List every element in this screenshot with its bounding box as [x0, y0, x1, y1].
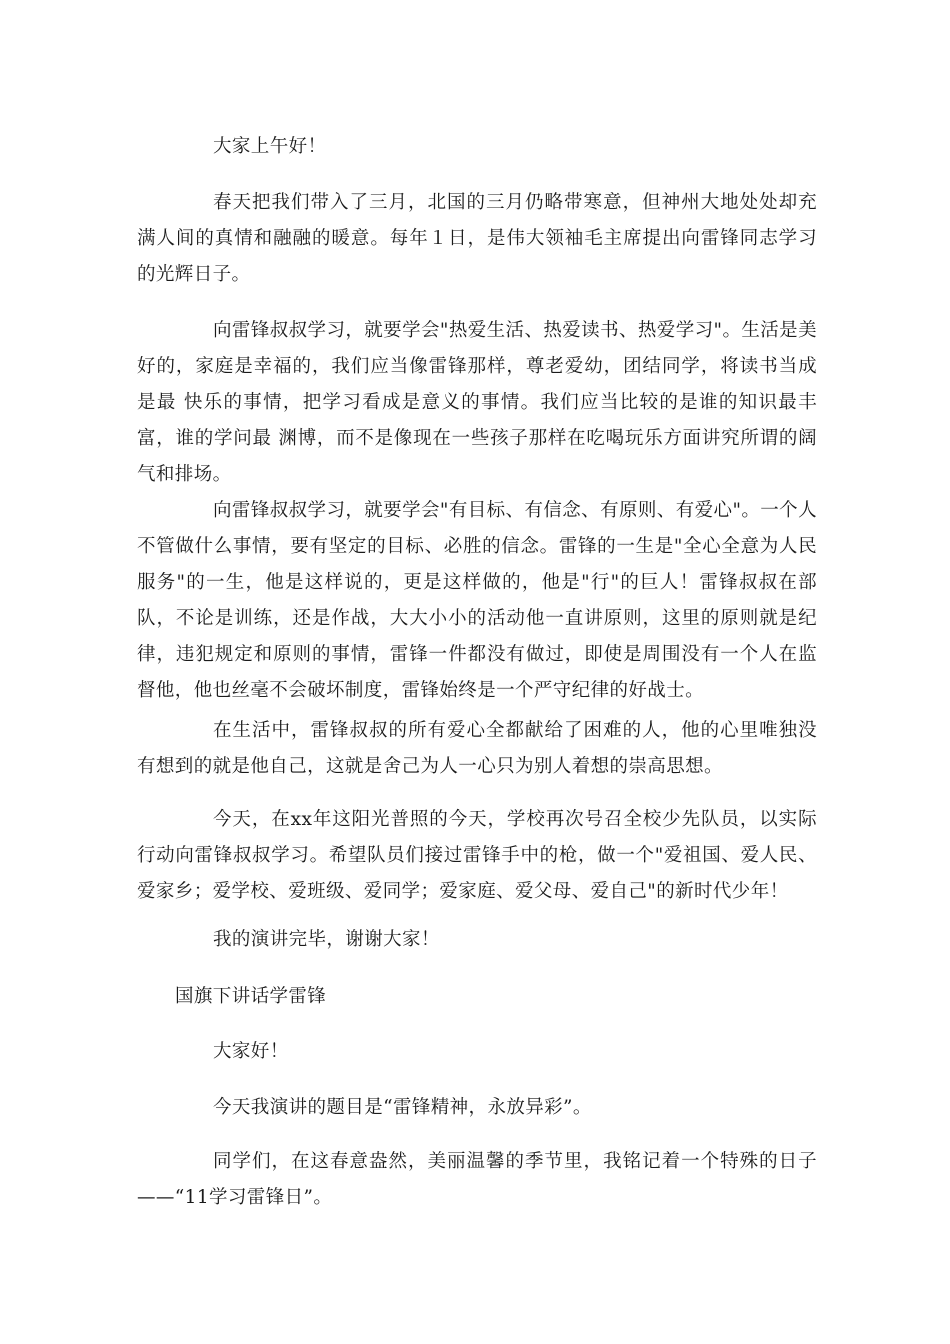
section-heading: 国旗下讲话学雷锋 — [175, 986, 327, 1007]
greeting-paragraph: 大家上午好！ — [213, 136, 327, 157]
body-paragraph: 今天我演讲的题目是“雷锋精神，永放异彩”。 — [213, 1097, 592, 1118]
body-paragraph: 同学们，在这春意盎然，美丽温馨的季节里，我铭记着一个特殊的日子——“11学习雷锋日”。 — [137, 1151, 817, 1208]
body-paragraph: 春天把我们带入了三月，北国的三月仍略带寒意，但神州大地处处却充满人间的真情和融融的暖意。每年１日，是伟大领袖毛主席提出向雷锋同志学习的光辉日子。 — [137, 192, 817, 285]
body-paragraph: 向雷锋叔叔学习，就要学会"有目标、有信念、有原则、有爱心"。一个人不管做什么事情，要有坚定的目标、必胜的信念。雷锋的一生是"全心全意为人民服务"的一生，他是这样说的，更是这样做的，他是"行"的巨人！雷锋叔叔在部队，不论是训练，还是作战，大大小小的活动他一直讲原则，这里的原则就是纪律，违犯规定和原则的事情，雷锋一件都没有做过，即使是周围没有一个人在监督他，他也丝毫不会破坏制度，雷锋始终是一个严守纪律的好战士。 — [137, 500, 817, 701]
body-paragraph: 今天，在xx年这阳光普照的今天，学校再次号召全校少先队员，以实际行动向雷锋叔叔学习。希望队员们接过雷锋手中的枪，做一个"爱祖国、爱人民、爱家乡；爱学校、爱班级、爱同学；爱家庭、爱父母、爱自己"的新时代少年！ — [137, 809, 817, 902]
closing-paragraph: 我的演讲完毕，谢谢大家！ — [213, 929, 440, 950]
body-paragraph: 向雷锋叔叔学习，就要学会"热爱生活、热爱读书、热爱学习"。生活是美好的，家庭是幸福的，我们应当像雷锋那样，尊老爱幼，团结同学，将读书当成是最 快乐的事情，把学习看成是意义的事情。我们应当比较的是谁的知识最丰富，谁的学问最 渊博，而不是像现在一些孩子那样在吃喝玩乐方面讲究所谓的阔气和排场。 — [137, 320, 817, 485]
body-paragraph: 在生活中，雷锋叔叔的所有爱心全都献给了困难的人，他的心里唯独没有想到的就是他自己，这就是舍己为人一心只为别人着想的崇高思想。 — [137, 720, 817, 777]
greeting-paragraph: 大家好！ — [213, 1041, 289, 1062]
